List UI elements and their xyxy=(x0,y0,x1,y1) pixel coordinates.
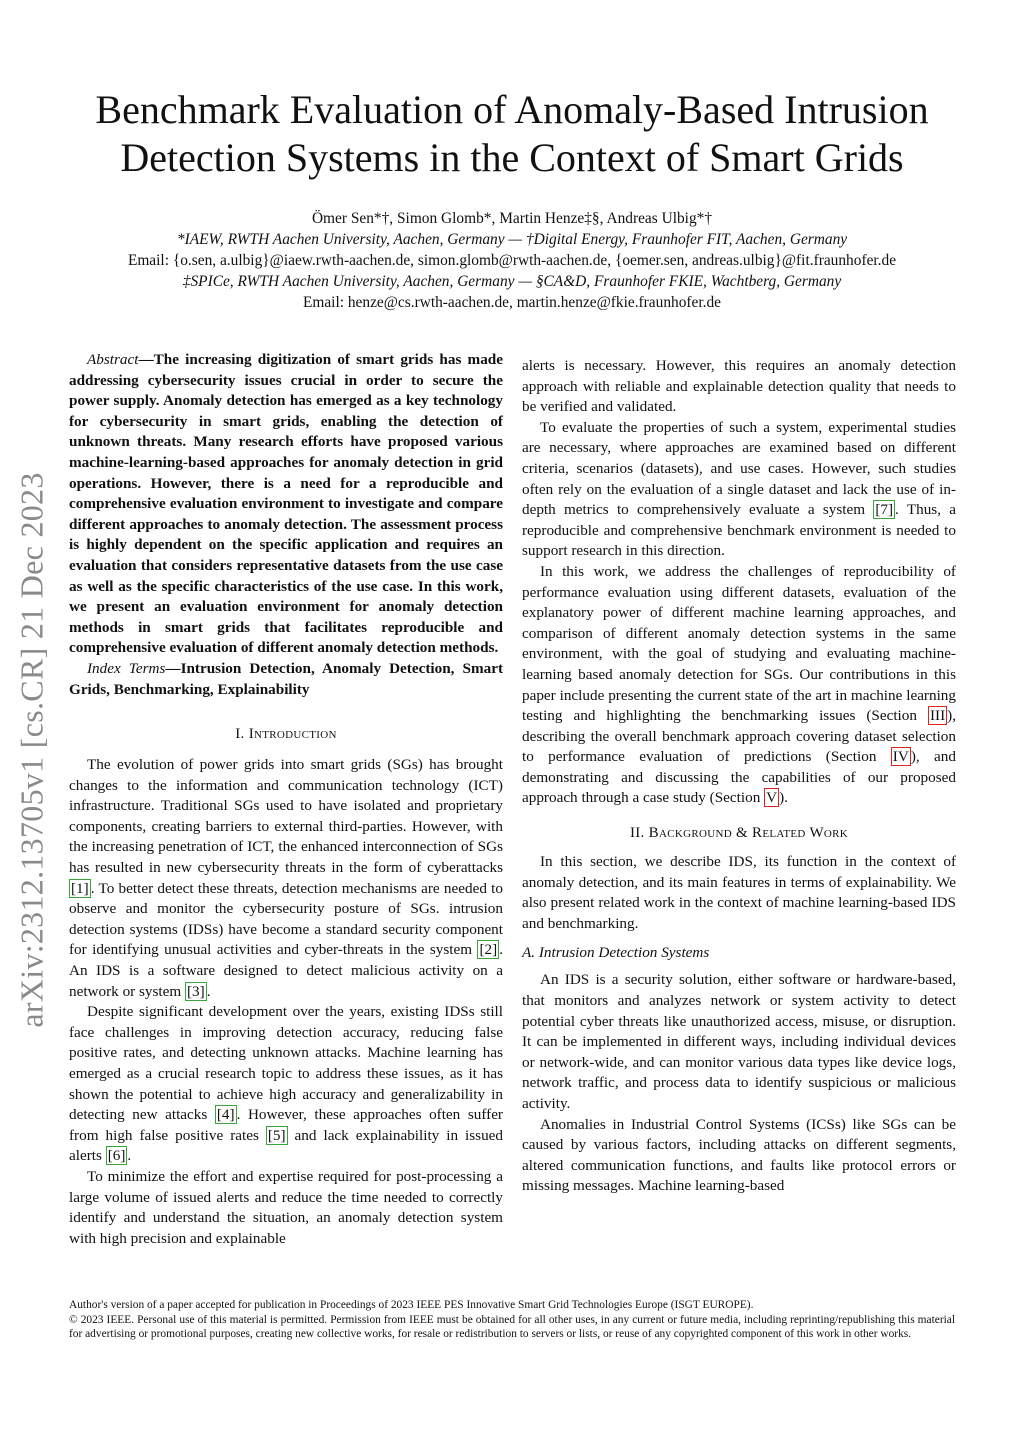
index-terms xyxy=(69,659,503,700)
citation-link[interactable]: [5] xyxy=(267,1126,286,1144)
email-2: Email: henze@cs.rwth-aachen.de, martin.henze@fkie.fraunhofer.de xyxy=(302,294,722,311)
title-line-1: Benchmark Evaluation of Anomaly-Based Intrusion xyxy=(95,87,929,132)
paper-title xyxy=(60,86,964,182)
citation-link[interactable]: [2] xyxy=(479,941,498,959)
background-paragraph-1: In this section, we describe IDS, its function in the context of anomaly detection, and its main features in terms of explainability. We also present related work in the context of machine learning-based IDS and benchmarking. xyxy=(522,853,956,932)
left-column xyxy=(69,350,503,1249)
email-1: Email: {o.sen, a.ulbig}@iaew.rwth-aachen.de, simon.glomb@rwth-aachen.de, {oemer.sen, andreas.ulbig}@fit.fraunhofer.de xyxy=(127,252,897,269)
abstract-text: —The increasing digitization of smart grids has made addressing cybersecurity issues crucial in order to secure the power supply. Anomaly detection has emerged as a key technology for cybersecurity in smart grids, enabling the detection of unknown threats. Many research efforts have proposed various machine-learning-based approaches for anomaly detection in grid operations. However, there is a need for a reproducible and comprehensive evaluation environment to investigate and compare different approaches to anomaly detection. The assessment process is highly dependent on the specific application and requires an evaluation that considers representative datasets from the use case as well as the specific characteristics of the use case. In this work, we present an evaluation environment for anomaly detection methods in smart grids that facilitates reproducible and comprehensive evaluation of different anomaly detection methods. xyxy=(69,351,503,657)
section-link[interactable]: III xyxy=(929,707,946,725)
copyright-footer xyxy=(69,1298,955,1342)
intro-paragraph-3: To minimize the effort and expertise required for post-processing a large volume of issued alerts and reduce the time needed to correctly identify and understand the situation, an anomaly detection system with high precision and explainable xyxy=(69,1167,503,1247)
citation-link[interactable]: [7] xyxy=(875,501,894,519)
section-heading-background: II. Background & Related Work xyxy=(629,825,849,842)
section-heading-introduction: I. Introduction xyxy=(235,726,337,743)
section-link[interactable]: V xyxy=(766,789,778,807)
citation-link[interactable]: [4] xyxy=(216,1106,235,1124)
intro-paragraph-4: To evaluate the properties of such a system, experimental studies are necessary, where approaches are examined based on different criteria, scenarios (datasets), and use cases. However, such studies often rely on the evaluation of a single dataset and lack the use of in-depth metrics to comprehensively evaluate a system [7] . Thus, a reproducible and comprehensive benchmark environment is needed to support research in this direction. xyxy=(522,418,956,560)
citation-link[interactable]: [1] xyxy=(71,879,89,897)
citation-link[interactable]: [3] xyxy=(187,982,205,1000)
subsection-heading-ids: A. Intrusion Detection Systems xyxy=(522,944,710,962)
affiliation-1: *IAEW, RWTH Aachen University, Aachen, Germany — †Digital Energy, Fraunhofer FIT, Aachen, Germany xyxy=(176,231,848,248)
arxiv-id: arXiv:2312.13705v1 [cs.CR] 21 Dec 2023 xyxy=(13,472,50,1028)
affiliation-2: ‡SPICe, RWTH Aachen University, Aachen, Germany — §CA&D, Fraunhofer FKIE, Wachtberg, Germany xyxy=(182,273,842,290)
intro-paragraph-5: In this work, we address the challenges of reproducibility of performance evaluation using different datasets, evaluation of the explanatory power of different machine learning approaches, and comparison of different anomaly detection systems in the same environment, with the goal of studying and evaluating machine-learning based anomaly detection for SGs. Our contributions in this paper include presenting the current state of the art in machine learning testing and highlighting the benchmarking issues (Section III ), describing the overall benchmark approach covering dataset selection to performance evaluation of predictions (Section IV ), and demonstrating and discussing the capabilities of our proposed approach through a case study (Section V ). xyxy=(522,562,956,807)
background-paragraph-2: An IDS is a security solution, either software or hardware-based, that monitors and analyzes network or system activity to detect potential cyber threats like unauthorized access, misuse, or disruption. It can be implemented in different ways, including individual devices or network-wide, and can monitor various data types like device logs, network traffic, and process data to identify suspicious or malicious activity. xyxy=(522,971,956,1112)
footer-line-1: Author's version of a paper accepted for publication in Proceedings of 2023 IEEE PES Innovative Smart Grid Technologies Europe (ISGT EUROPE). xyxy=(69,1299,754,1311)
footer-line-2: © 2023 IEEE. Personal use of this material is permitted. Permission from IEEE must be obtained for all other uses, in any current or future media, including reprinting/republishing this material for advertising or promotional purposes, creating new collective works, for resale or redistribution to servers or lists, or reuse of any copyrighted component of this work in other works. xyxy=(69,1313,955,1341)
intro-paragraph-3-cont: alerts is necessary. However, this requires an anomaly detection approach with reliable and explainable detection quality that needs to be verified and validated. xyxy=(522,357,956,416)
abstract xyxy=(69,350,503,659)
intro-paragraph-2: Despite significant development over the years, existing IDSs still face challenges in improving detection accuracy, reducing false positive rates, and detecting unknown attacks. Machine learning has emerged as a crucial research topic to address these issues, as it has shown the potential to achieve high accuracy and generalizability in detecting new attacks [4] . However, these approaches often suffer from high false positive rates [5] and lack explainability in issued alerts [6] . xyxy=(69,1003,503,1165)
citation-link[interactable]: [6] xyxy=(107,1147,126,1165)
index-terms-text: —Intrusion Detection, Anomaly Detection, Smart Grids, Benchmarking, Explainability xyxy=(69,659,504,698)
arxiv-watermark xyxy=(2,440,62,1060)
intro-paragraph-1: The evolution of power grids into smart grids (SGs) has brought changes to the information and communication technology (ICT) infrastructure. Traditional SGs used to have isolated and proprietary components, creating barriers to external third-parties. However, with the increasing penetration of ICT, the enhanced interconnection of SGs has resulted in new cybersecurity threats in the form of cyberattacks [1] . To better detect these threats, detection mechanisms are needed to observe and monitor the cybersecurity posture of SGs. intrusion detection systems (IDSs) have become a standard security component for identifying unusual activities and cyber-threats in the system [2] . An IDS is a software designed to detect malicious activity on a network or system [3] . xyxy=(69,756,503,1000)
background-paragraph-3: Anomalies in Industrial Control Systems (ICSs) like SGs can be caused by various factors, including attacks on different segments, altered communication functions, and faults like protocol errors or missing messages. Machine learning-based xyxy=(522,1115,956,1195)
index-terms-label: Index Terms xyxy=(87,659,166,677)
title-line-2: Detection Systems in the Context of Smart Grids xyxy=(120,135,904,180)
abstract-label: Abstract xyxy=(87,351,139,368)
right-column xyxy=(522,356,956,1197)
section-link[interactable]: IV xyxy=(892,748,909,766)
author-names: Ömer Sen*†, Simon Glomb*, Martin Henze‡§, Andreas Ulbig*† xyxy=(311,210,713,227)
author-block xyxy=(60,208,964,313)
